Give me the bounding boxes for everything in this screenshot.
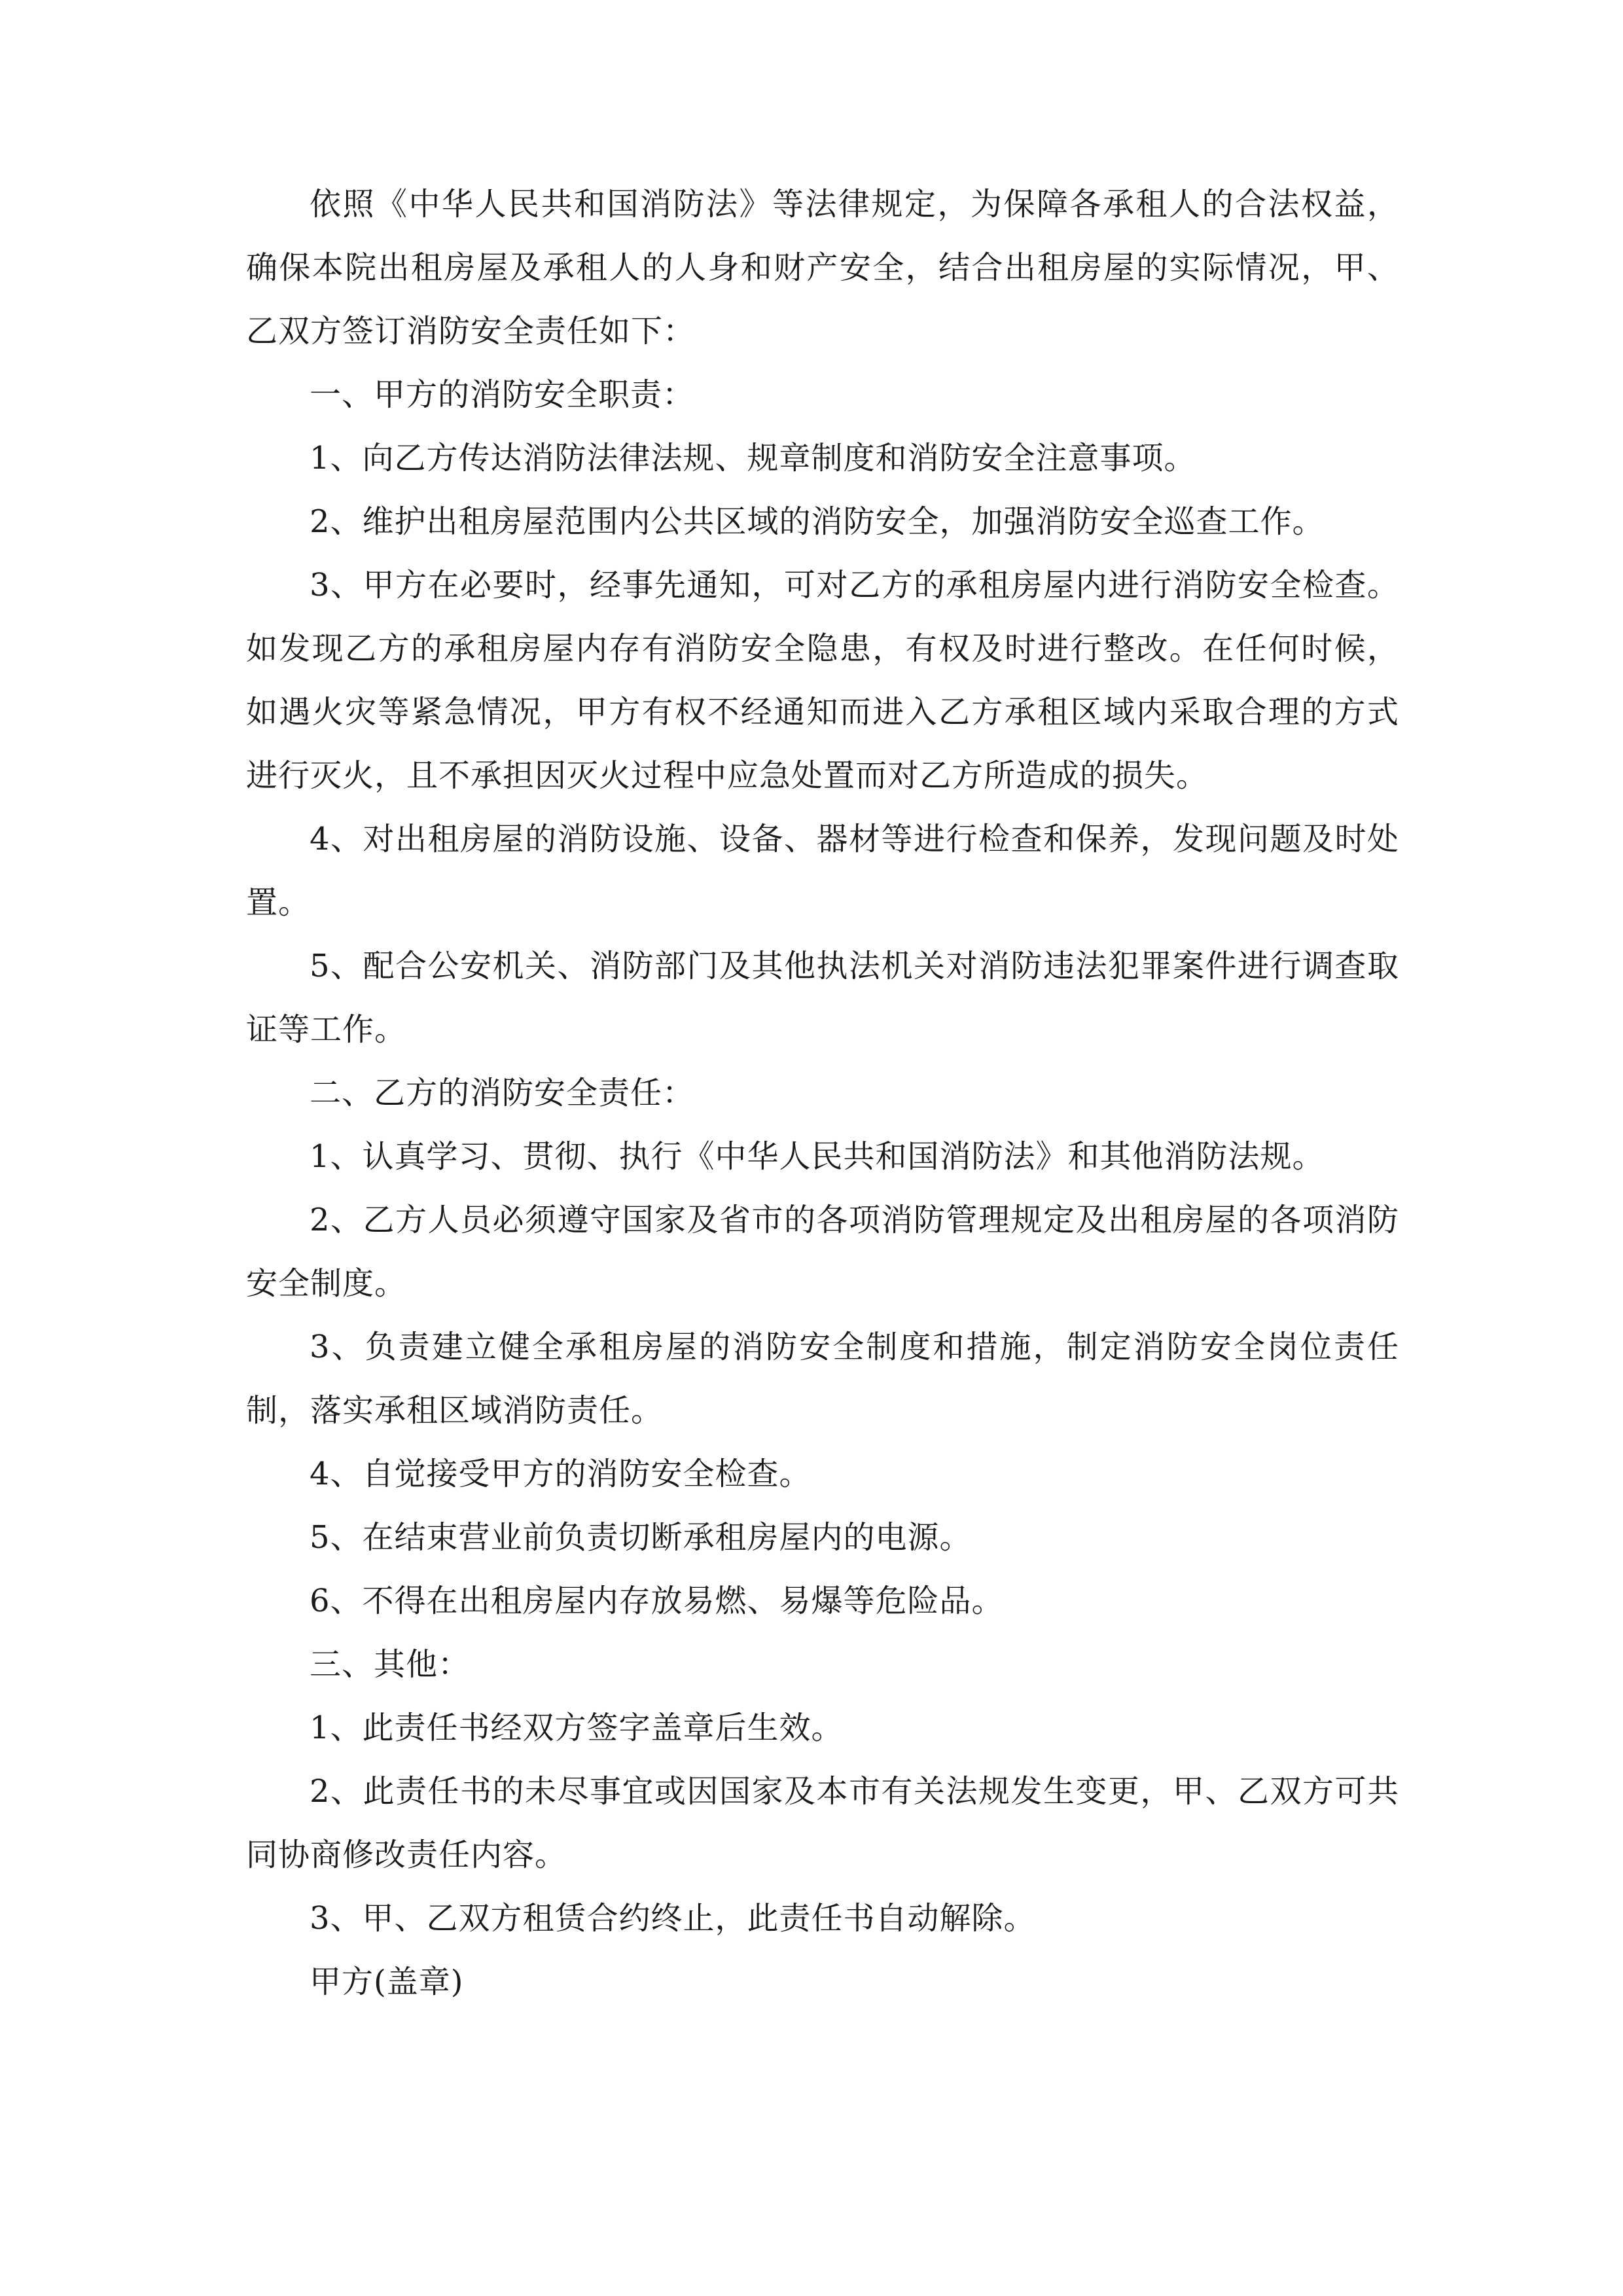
party-a-signature-line: 甲方(盖章) [310, 1964, 464, 2000]
party-b-clause-2: 2、乙方人员必须遵守国家及省市的各项消防管理规定及出租房屋的各项消防安全制度。 [246, 1202, 1399, 1302]
section-heading-party-b: 二、乙方的消防安全责任： [310, 1075, 695, 1111]
section-heading-party-a: 一、甲方的消防安全职责： [310, 376, 695, 413]
party-b-clause-1: 1、认真学习、贯彻、执行《中华人民共和国消防法》和其他消防法规。 [310, 1138, 1325, 1175]
party-b-clause-4: 4、自觉接受甲方的消防安全检查。 [310, 1456, 812, 1492]
document-body [246, 173, 1399, 2014]
party-a-clause-3: 3、甲方在必要时，经事先通知，可对乙方的承租房屋内进行消防安全检查。如发现乙方的承租房屋内存有消防安全隐患，有权及时进行整改。在任何时候，如遇火灾等紧急情况，甲方有权不经通知而进入乙方承租区域内采取合理的方式进行灭火，且不承担因灭火过程中应急处置而对乙方所造成的损失。 [246, 567, 1399, 794]
intro-paragraph: 依照《中华人民共和国消防法》等法律规定，为保障各承租人的合法权益，确保本院出租房屋及承租人的人身和财产安全，结合出租房屋的实际情况，甲、乙双方签订消防安全责任如下： [246, 186, 1399, 350]
party-a-clause-5: 5、配合公安机关、消防部门及其他执法机关对消防违法犯罪案件进行调查取证等工作。 [246, 948, 1399, 1048]
party-a-clause-1: 1、向乙方传达消防法律法规、规章制度和消防安全注意事项。 [310, 440, 1196, 476]
party-b-clause-3: 3、负责建立健全承租房屋的消防安全制度和措施，制定消防安全岗位责任制，落实承租区域消防责任。 [246, 1329, 1399, 1429]
other-clause-3: 3、甲、乙双方租赁合约终止，此责任书自动解除。 [310, 1900, 1036, 1937]
party-a-clause-2: 2、维护出租房屋范围内公共区域的消防安全，加强消防安全巡查工作。 [310, 503, 1325, 540]
party-b-clause-6: 6、不得在出租房屋内存放易燃、易爆等危险品。 [310, 1583, 1004, 1619]
party-b-clause-5: 5、在结束营业前负责切断承租房屋内的电源。 [310, 1519, 972, 1556]
section-heading-other: 三、其他： [310, 1646, 471, 1683]
other-clause-1: 1、此责任书经双方签字盖章后生效。 [310, 1710, 844, 1746]
other-clause-2: 2、此责任书的未尽事宜或因国家及本市有关法规发生变更，甲、乙双方可共同协商修改责任内容。 [246, 1773, 1399, 1873]
party-a-clause-4: 4、对出租房屋的消防设施、设备、器材等进行检查和保养，发现问题及时处置。 [246, 821, 1399, 921]
